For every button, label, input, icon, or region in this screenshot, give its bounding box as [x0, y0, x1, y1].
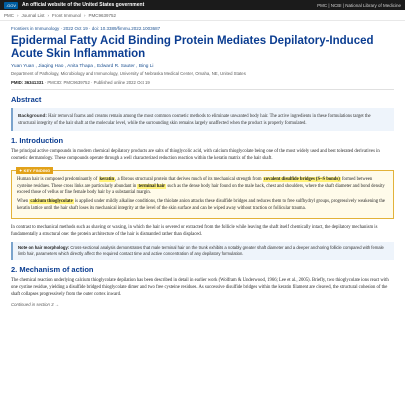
journal-citation[interactable]: Frontiers in Immunology · 2022 Oct 19 · doi: 10.3389/fimmu.2022.1003687	[11, 26, 161, 31]
continued-link[interactable]: Continued in section 3 →	[11, 302, 60, 308]
breadcrumb-item[interactable]: Front Immunol	[52, 12, 82, 18]
mechanism-heading: 2. Mechanism of action	[11, 265, 94, 275]
article-meta-rest: · PMCID: PMC9639752 · Published online 2022 Oct 19	[43, 80, 150, 85]
text-run: is applied under mildly alkaline conditions, the thiolate anion attacks these disulfide bridges and reduces them to free sulfhydryl groups, progressively weakening the keratin lattice until the hair shaft loses its mechanical integrity at the level of the skin surface and can be wiped away without traction or follicular trauma.	[17, 198, 385, 211]
highlight-calcium-thioglycolate: calcium thioglycolate	[30, 198, 73, 204]
breadcrumb-item[interactable]: Journal List	[21, 12, 45, 18]
note-box	[11, 242, 394, 260]
abstract-text: Hair removal foams and creams remain among the most common cosmetic methods to eliminate unwanted body hair. The active ingredients in these formulations target the structural integrity of the hair shaft at the molecular level, while the surrounding skin remains largely unaffected when the product is properly formulated.	[18, 114, 371, 126]
text-run: , a fibrous structural protein that derives much of its mechanical strength from	[115, 177, 263, 183]
text-run: Human hair is composed predominantly of	[17, 177, 99, 183]
breadcrumb-item[interactable]: PMC	[4, 12, 14, 18]
breadcrumb-item: PMC9639752	[88, 12, 117, 18]
divider	[11, 89, 394, 90]
intro-heading: 1. Introduction	[11, 136, 64, 145]
note-label: Note on hair morphology:	[18, 245, 70, 251]
article-title: Epidermal Fatty Acid Binding Protein Mediates Depilatory-Induced Acute Skin Inflammation	[11, 35, 374, 60]
breadcrumb	[0, 10, 405, 21]
key-finding-tag: ✦ KEY FINDING	[16, 167, 53, 174]
gov-banner	[0, 0, 405, 10]
text-run: When	[17, 198, 30, 204]
article-container	[0, 26, 405, 307]
text-run: formed between cysteine residues. These cross links are particularly abundant in	[17, 177, 373, 189]
abstract-heading: Abstract	[11, 95, 42, 104]
finding-paragraph-1	[17, 177, 388, 197]
highlight-disulfide: covalent disulfide bridges (S–S bonds)	[263, 177, 340, 183]
affiliation: Department of Pathology, Microbiology and Immunology, University of Nebraska Medical Center, Omaha, NE, United States	[11, 71, 246, 76]
breadcrumb-separator: ›	[84, 12, 86, 18]
key-finding-box	[11, 170, 394, 219]
abstract-label: Background:	[18, 113, 47, 118]
abstract-box	[11, 108, 394, 131]
gov-flag-icon: .GOV	[6, 2, 17, 8]
pmid[interactable]: PMID: 36341331	[11, 80, 44, 85]
highlight-keratin: keratin	[99, 177, 115, 183]
highlight-terminal-hair: terminal hair	[138, 183, 166, 189]
finding-paragraph-2	[17, 199, 388, 212]
breadcrumb-separator: ›	[17, 12, 19, 18]
article-meta	[11, 80, 394, 85]
body-paragraph: In contrast to mechanical methods such as shaving or waxing, in which the hair is severed or extracted from the follicle while leaving the shaft itself chemically intact, the depilatory mechanism is fundamentally a structural one: the protein architecture of the hair is dismantled rather than displaced.	[11, 225, 378, 237]
intro-paragraph: The principal active compounds in modern chemical depilatory products are salts of thioglycolic acid, with calcium thioglycolate being one of the most widely used and best tolerated derivatives in cosmetic dermatology. These compounds operate through a well characterized reduction reaction within the keratin matrix of the hair shaft.	[11, 149, 380, 161]
text-run: such as the dense body hair found on the male back, chest and shoulders, where the shaft diameter and bond density exceed those of vellus or fine female body hair by a substantial margin.	[17, 183, 385, 196]
mechanism-paragraph: The chemical reaction underlying calcium thioglycolate depilation has been described in detail in earlier work (Wolfram & Underwood, 1966; Lee et al., 2005). Briefly, two thioglycolate ions react with one cystine residue, yielding a disulfide bridged thioglycolate dimer and two free cysteine residues. As successive disulfide bridges within the keratin filament are cleaved, the structural cohesion of the shaft collapses progressively from the outer cortex inward.	[11, 278, 389, 297]
breadcrumb-separator: ›	[47, 12, 50, 18]
gov-banner-links[interactable]: PMC | NCBI | National Library of Medicine	[317, 2, 401, 8]
note-text: Cross-sectional analysis demonstrates that male terminal hair on the trunk exhibits a notably greater shaft diameter and a deeper anchoring follicle compared with female limb hair, parameters which directly affect the required contact time and active concentration of any depilatory formulation.	[18, 245, 384, 257]
author-list[interactable]: Yuan Yuan , Jiaqing Hao , Anita Thapa , Edward R. Sauter , Bing Li	[11, 64, 154, 69]
gov-banner-text: An official website of the United States government	[22, 2, 145, 8]
